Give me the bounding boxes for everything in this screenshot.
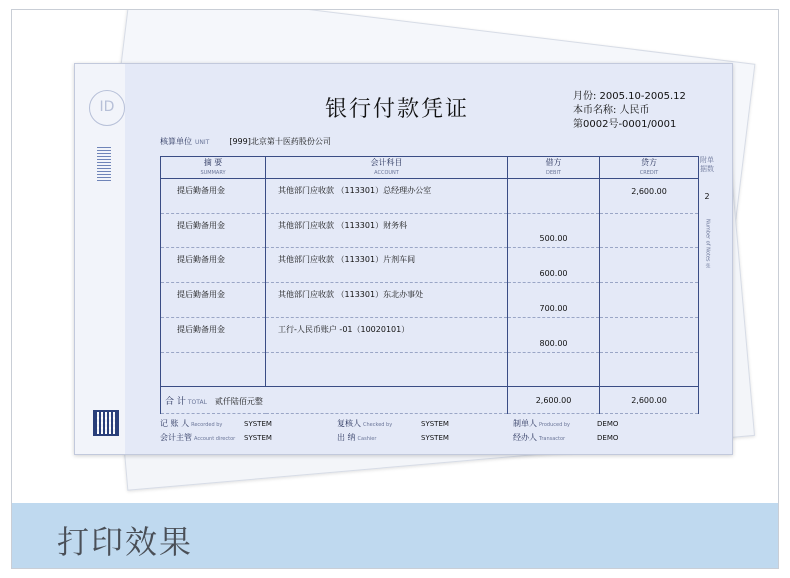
attachments-label-en: Number of Notes 张 [704,219,711,269]
header-credit: 贷方 CREDIT [600,157,699,179]
row-summary: 提后勤备用金 [161,248,266,283]
table-row [161,179,699,214]
header-summary: 摘 要 SUMMARY [161,157,266,179]
row-summary: 提后勤备用金 [161,213,266,248]
reviewer-label-en: Checked by [363,421,393,428]
row-account: 其他部门应收款 （113301）片剂车间 [266,248,508,283]
director-label-en: Account director [194,435,236,442]
footer-right [513,417,618,445]
voucher-title: 银行付款凭证 [325,97,470,122]
bookkeeper-label: 记 账 人 [160,418,190,428]
table-row [161,283,699,318]
footer-middle [337,417,449,445]
row-credit [600,283,699,318]
month-range: 月份: 2005.10-2005.12 [573,91,686,102]
row-summary: 提后勤备用金 [161,317,266,352]
reviewer-label: 复核人 [337,418,361,428]
barcode-icon [97,147,111,181]
row-debit: 500.00 [508,213,600,248]
row-credit [600,317,699,352]
row-account: 其他部门应收款 （113301）财务科 [266,213,508,248]
header-account: 会计科目 ACCOUNT [266,157,508,179]
total-in-words: 贰仟陆佰元整 [214,396,263,406]
row-debit: 600.00 [508,248,600,283]
transactor-label: 经办人 [513,432,537,442]
print-effect-caption: 打印效果 [57,523,194,561]
table-row [161,248,699,283]
producer-value: DEMO [597,420,619,428]
producer-label-en: Produced by [539,421,570,428]
cashier-label-en: Cashier [357,435,377,442]
total-credit: 2,600.00 [600,387,699,414]
row-summary: 提后勤备用金 [161,179,266,214]
table-row [161,352,699,387]
unit-label: 核算单位 [160,137,192,146]
table-header [161,157,699,179]
table-row [161,213,699,248]
voucher-number: 第0002号-0001/0001 [573,119,677,130]
row-account: 其他部门应收款 （113301）东北办事处 [266,283,508,318]
footer-left [160,417,272,445]
row-credit [600,352,699,387]
row-debit [508,179,600,214]
row-debit: 800.00 [508,317,600,352]
director-label: 会计主管 [160,432,192,442]
cashier-value: SYSTEM [421,434,449,442]
total-cell [161,387,508,414]
row-account: 其他部门应收款 （113301）总经理办公室 [266,179,508,214]
currency-name: 本币名称: 人民币 [573,105,650,116]
row-account [266,352,508,387]
attachments-count: 2 [704,192,710,201]
product-frame [11,9,779,569]
row-credit [600,213,699,248]
director-value: SYSTEM [244,434,272,442]
bookkeeper-value: SYSTEM [244,420,272,428]
row-summary: 提后勤备用金 [161,283,266,318]
transactor-label-en: Transactor [539,435,566,442]
watermark-logo: ID [89,90,125,126]
cashier-label: 出 纳 [337,432,356,442]
attachments-side [700,156,714,268]
producer-label: 制单人 [513,418,537,428]
row-summary [161,352,266,387]
accounting-unit [160,136,331,147]
total-label-en: TOTAL [187,398,207,406]
voucher-stub [75,64,125,454]
payment-voucher [74,63,733,455]
row-account: 工行-人民币账户 -01（10020101） [266,317,508,352]
bookkeeper-label-en: Recorded by [191,421,223,428]
reviewer-value: SYSTEM [421,420,449,428]
table-row [161,317,699,352]
total-row [161,387,699,414]
attachments-label: 附单据数 [700,156,714,173]
total-label: 合 计 [165,396,186,407]
unit-value: [999]北京第十医药股份公司 [229,137,331,146]
caption-band [12,503,778,569]
row-credit: 2,600.00 [600,179,699,214]
voucher-meta [573,90,686,132]
row-credit [600,248,699,283]
row-debit: 700.00 [508,283,600,318]
row-debit [508,352,600,387]
unit-label-en: UNIT [195,139,210,146]
total-debit: 2,600.00 [508,387,600,414]
header-debit: 借方 DEBIT [508,157,600,179]
voucher-table [160,156,699,414]
qr-code-icon [93,410,119,436]
transactor-value: DEMO [597,434,619,442]
